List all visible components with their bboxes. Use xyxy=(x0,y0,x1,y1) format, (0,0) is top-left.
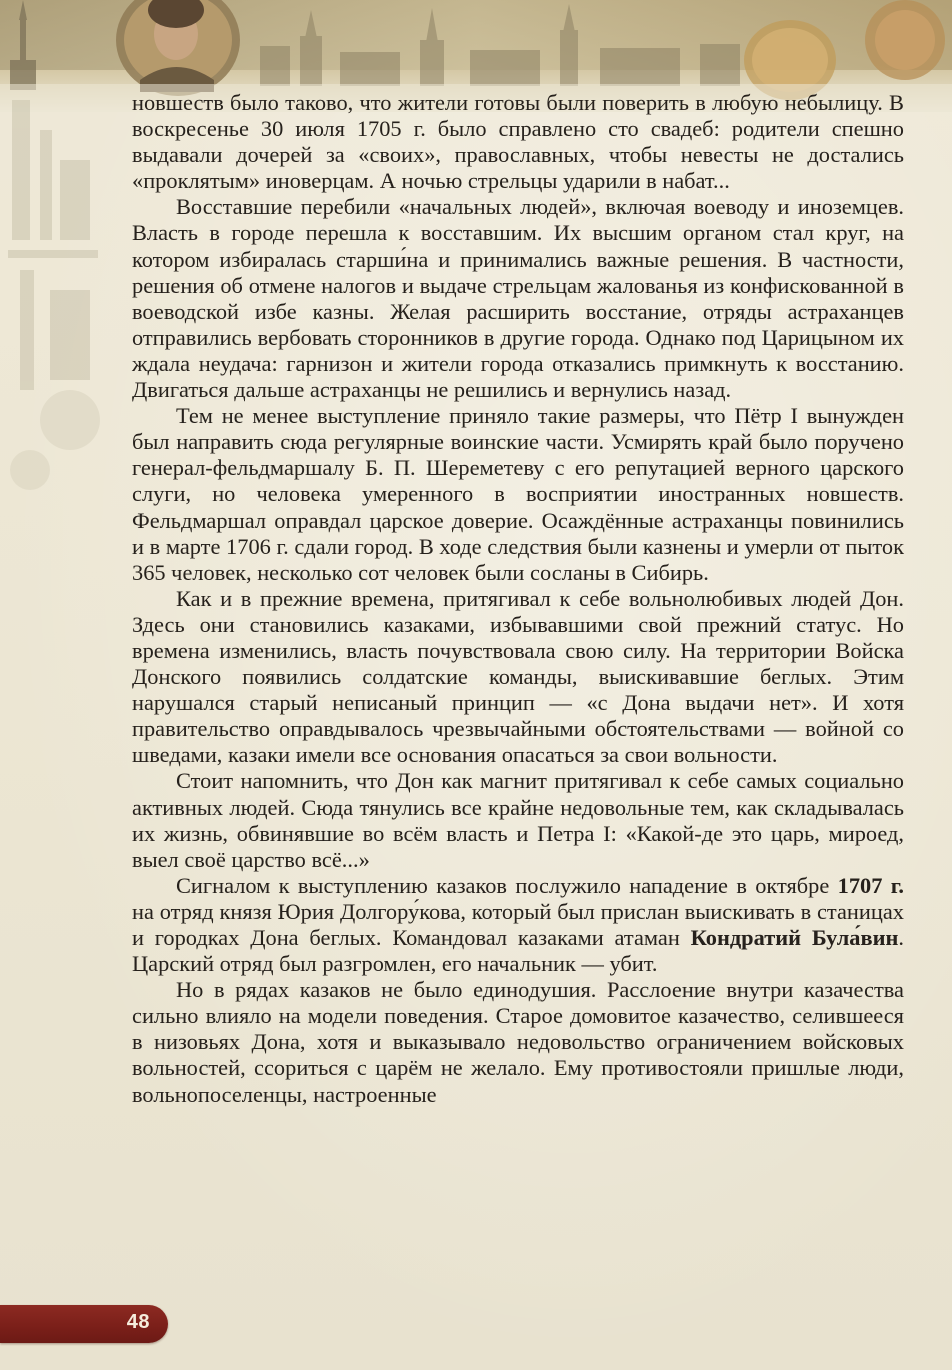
text-run: Восставшие перебили «начальных людей», включая воеводу и иноземцев. Власть в городе перешла к восставшим. Их высшим органом стал круг, на котором избиралась старши́на и принимались важные решения. В частности, решения об отмене налогов и выдаче стрельцам жалованья из конфискованной в воеводской избе казны. Желая расширить восстание, отряды астраханцев отправились вербовать сторонников в другие города. Однако под Царицыном их ждала неудача: гарнизон и жители города отказались примкнуть к восстанию. Двигаться дальше астраханцы не решились и вернулись назад. xyxy=(132,194,904,403)
text-run: Как и в прежние времена, притягивал к себе вольнолюбивых людей Дон. Здесь они становились казаками, избывавшими свой прежний статус. Но времена изменились, власть почувствовала свою силу. На территории Войска Донского появились солдатские команды, выискивавшие беглых. Этим нарушался старый неписаный принцип — «с Дона выдачи нет». И хотя правительство оправдывалось чрезвычайными обстоятельствами — войной со шведами, казаки имели все основания опасаться за свои вольности. xyxy=(132,585,904,768)
faded-background-illustration xyxy=(0,90,140,510)
page-number: 48 xyxy=(126,1311,150,1333)
paragraph xyxy=(132,586,904,769)
paragraph xyxy=(132,403,904,586)
paragraph xyxy=(132,873,904,977)
page-number-tab xyxy=(0,1305,168,1343)
paragraph xyxy=(132,90,904,194)
text-run: новшеств было таково, что жители готовы были поверить в любую небылицу. В воскресенье 30 июля 1705 г. было справлено сто свадеб: родители спешно выдавали дочерей за «своих», православных, чтобы невесты не достались «проклятым» иноверцам. А ночью стрельцы ударили в набат... xyxy=(132,90,904,194)
paragraph xyxy=(132,977,904,1107)
text-run: Тем не менее выступление приняло такие размеры, что Пётр I вынужден был направить сюда регулярные воинские части. Усмирять край было поручено генерал-фельдмаршалу Б. П. Шереметеву с его репутацией верного царского слуги, но человека умеренного в восприятии иностранных новшеств. Фельдмаршал оправдал царское доверие. Осаждённые астраханцы повинились и в марте 1706 г. сдали город. В ходе следствия были казнены и умерли от пыток 365 человек, несколько сот человек были сосланы в Сибирь. xyxy=(132,403,904,585)
text-run: Но в рядах казаков не было единодушия. Расслоение внутри казачества сильно влияло на модели поведения. Старое домовитое казачество, селившееся в низовьях Дона, хотя и выказывало недовольство ограничением войсковых вольностей, ссориться с царём не желало. Ему противостояли пришлые люди, вольнопоселенцы, настроенные xyxy=(132,977,904,1107)
body-text xyxy=(132,90,904,1108)
bold-term: 1707 г. xyxy=(837,872,905,898)
text-run: Сигналом к выступлению казаков послужило нападение в октябре xyxy=(176,872,838,898)
text-run: . Царский отряд был разгромлен, его начальник — убит. xyxy=(132,925,905,977)
text-run: на отряд князя Юрия Долгору́кова, который был прислан выискивать в станицах и городках Дона беглых. Командовал казаками атаман xyxy=(132,898,904,950)
text-run: Стоит напомнить, что Дон как магнит притягивал к себе самых социально активных людей. Сюда тянулись все крайне недовольные тем, как складывалась их жизнь, обвинявшие во всём власть и Петра I: «Какой-де это царь, мироед, выел своё царство всё...» xyxy=(132,768,904,872)
bold-term: Кондратий Була́вин xyxy=(690,925,899,950)
paragraph xyxy=(132,194,904,403)
paragraph xyxy=(132,768,904,872)
